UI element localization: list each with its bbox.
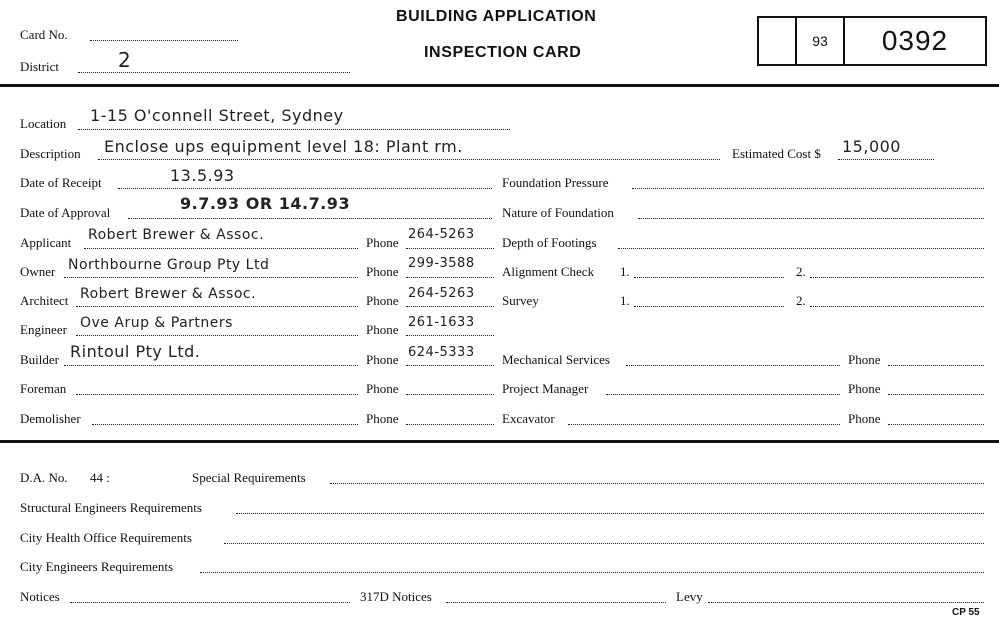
health-requirements-label: City Health Office Requirements xyxy=(20,530,192,545)
builder-phone-label: Phone xyxy=(366,352,399,367)
applicant-phone-label: Phone xyxy=(366,235,399,250)
builder-field[interactable] xyxy=(64,364,358,366)
structural-requirements-label: Structural Engineers Requirements xyxy=(20,500,202,515)
project-manager-label: Project Manager xyxy=(502,381,589,396)
notices-317d-label: 317D Notices xyxy=(360,589,432,604)
builder-phone-field[interactable] xyxy=(406,364,494,366)
architect-phone-field[interactable] xyxy=(406,305,494,307)
levy-label: Levy xyxy=(676,589,703,604)
demolisher-label: Demolisher xyxy=(20,411,81,426)
estimated-cost-value: 15,000 xyxy=(842,137,901,156)
applicant-field[interactable] xyxy=(84,247,358,249)
applicant-phone-value: 264-5263 xyxy=(408,227,475,242)
description-label: Description xyxy=(20,146,81,161)
excavator-phone-label: Phone xyxy=(848,411,881,426)
card-no-field[interactable] xyxy=(90,39,238,41)
alignment-check-1-field[interactable] xyxy=(634,276,784,278)
foundation-pressure-field[interactable] xyxy=(632,187,984,189)
foreman-phone-label: Phone xyxy=(366,381,399,396)
engineer-phone-field[interactable] xyxy=(406,334,494,336)
owner-phone-label: Phone xyxy=(366,264,399,279)
nature-foundation-field[interactable] xyxy=(638,217,984,219)
description-field[interactable] xyxy=(98,158,720,160)
form-title-line1: BUILDING APPLICATION xyxy=(396,8,597,25)
special-requirements-label: Special Requirements xyxy=(192,470,306,485)
form-title-line2: INSPECTION CARD xyxy=(424,44,582,61)
applicant-value: Robert Brewer & Assoc. xyxy=(88,227,265,243)
foundation-pressure-label: Foundation Pressure xyxy=(502,175,609,190)
depth-footings-label: Depth of Footings xyxy=(502,235,597,250)
foreman-field[interactable] xyxy=(76,393,358,395)
architect-field[interactable] xyxy=(76,305,358,307)
date-approval-value: 9.7.93 OR 14.7.93 xyxy=(180,194,351,213)
form-code: CP 55 xyxy=(952,607,980,618)
architect-phone-label: Phone xyxy=(366,293,399,308)
date-receipt-field[interactable] xyxy=(118,187,492,189)
date-receipt-value: 13.5.93 xyxy=(170,166,235,185)
foreman-label: Foreman xyxy=(20,381,67,396)
project-manager-phone-field[interactable] xyxy=(888,393,984,395)
engineer-field[interactable] xyxy=(76,334,358,336)
section-divider xyxy=(0,440,999,443)
excavator-phone-field[interactable] xyxy=(888,423,984,425)
card-no-label: Card No. xyxy=(20,27,68,42)
mechanical-services-label: Mechanical Services xyxy=(502,352,610,367)
foreman-phone-field[interactable] xyxy=(406,393,494,395)
alignment-check-2-field[interactable] xyxy=(810,276,984,278)
project-manager-phone-label: Phone xyxy=(848,381,881,396)
da-no-value: 44 : xyxy=(90,470,110,485)
notices-field[interactable] xyxy=(70,601,350,603)
alignment-check-label: Alignment Check xyxy=(502,264,595,279)
structural-requirements-field[interactable] xyxy=(236,512,984,514)
year-value: 93 xyxy=(812,33,828,49)
owner-value: Northbourne Group Pty Ltd xyxy=(68,257,270,273)
estimated-cost-label: Estimated Cost $ xyxy=(732,146,821,161)
builder-phone-value: 624-5333 xyxy=(408,345,475,360)
engineer-value: Ove Arup & Partners xyxy=(80,315,233,331)
mechanical-phone-field[interactable] xyxy=(888,364,984,366)
architect-label: Architect xyxy=(20,293,69,308)
survey-1-field[interactable] xyxy=(634,305,784,307)
card-number-boxes xyxy=(757,16,987,66)
location-field[interactable] xyxy=(78,128,510,130)
survey-label: Survey xyxy=(502,293,539,308)
city-engineers-requirements-field[interactable] xyxy=(200,571,984,573)
owner-field[interactable] xyxy=(64,276,358,278)
excavator-field[interactable] xyxy=(568,423,840,425)
demolisher-phone-label: Phone xyxy=(366,411,399,426)
location-value: 1-15 O'connell Street, Sydney xyxy=(90,106,344,125)
city-engineers-requirements-label: City Engineers Requirements xyxy=(20,559,174,574)
year-box xyxy=(795,18,843,64)
health-requirements-field[interactable] xyxy=(224,542,984,544)
number-box xyxy=(843,18,985,64)
date-receipt-label: Date of Receipt xyxy=(20,175,102,190)
notices-label: Notices xyxy=(20,589,60,604)
builder-label: Builder xyxy=(20,352,59,367)
special-requirements-field[interactable] xyxy=(330,482,984,484)
mechanical-phone-label: Phone xyxy=(848,352,881,367)
location-label: Location xyxy=(20,116,67,131)
project-manager-field[interactable] xyxy=(606,393,840,395)
engineer-phone-label: Phone xyxy=(366,322,399,337)
architect-phone-value: 264-5263 xyxy=(408,286,475,301)
district-value: 2 xyxy=(118,48,132,72)
owner-phone-field[interactable] xyxy=(406,276,494,278)
district-label: District xyxy=(20,59,59,74)
owner-phone-value: 299-3588 xyxy=(408,256,475,271)
excavator-label: Excavator xyxy=(502,411,555,426)
da-no-label: D.A. No. xyxy=(20,470,68,485)
engineer-label: Engineer xyxy=(20,322,67,337)
survey-num-1: 1. xyxy=(620,293,630,308)
header-divider xyxy=(0,84,999,87)
applicant-label: Applicant xyxy=(20,235,72,250)
blank-box xyxy=(759,18,795,64)
demolisher-field[interactable] xyxy=(92,423,358,425)
engineer-phone-value: 261-1633 xyxy=(408,315,475,330)
alignment-num-2: 2. xyxy=(796,264,806,279)
date-approval-field[interactable] xyxy=(128,217,492,219)
estimated-cost-field[interactable] xyxy=(838,158,934,160)
builder-value: Rintoul Pty Ltd. xyxy=(70,342,201,361)
notices-317d-field[interactable] xyxy=(446,601,666,603)
depth-footings-field[interactable] xyxy=(618,247,984,249)
architect-value: Robert Brewer & Assoc. xyxy=(80,286,257,302)
card-number-value: 0392 xyxy=(881,25,949,56)
alignment-num-1: 1. xyxy=(620,264,630,279)
nature-foundation-label: Nature of Foundation xyxy=(502,205,614,220)
date-approval-label: Date of Approval xyxy=(20,205,111,220)
demolisher-phone-field[interactable] xyxy=(406,423,494,425)
survey-2-field[interactable] xyxy=(810,305,984,307)
description-value: Enclose ups equipment level 18: Plant rm. xyxy=(104,137,463,156)
survey-num-2: 2. xyxy=(796,293,806,308)
applicant-phone-field[interactable] xyxy=(406,247,494,249)
levy-field[interactable] xyxy=(708,601,984,603)
owner-label: Owner xyxy=(20,264,56,279)
mechanical-services-field[interactable] xyxy=(626,364,840,366)
